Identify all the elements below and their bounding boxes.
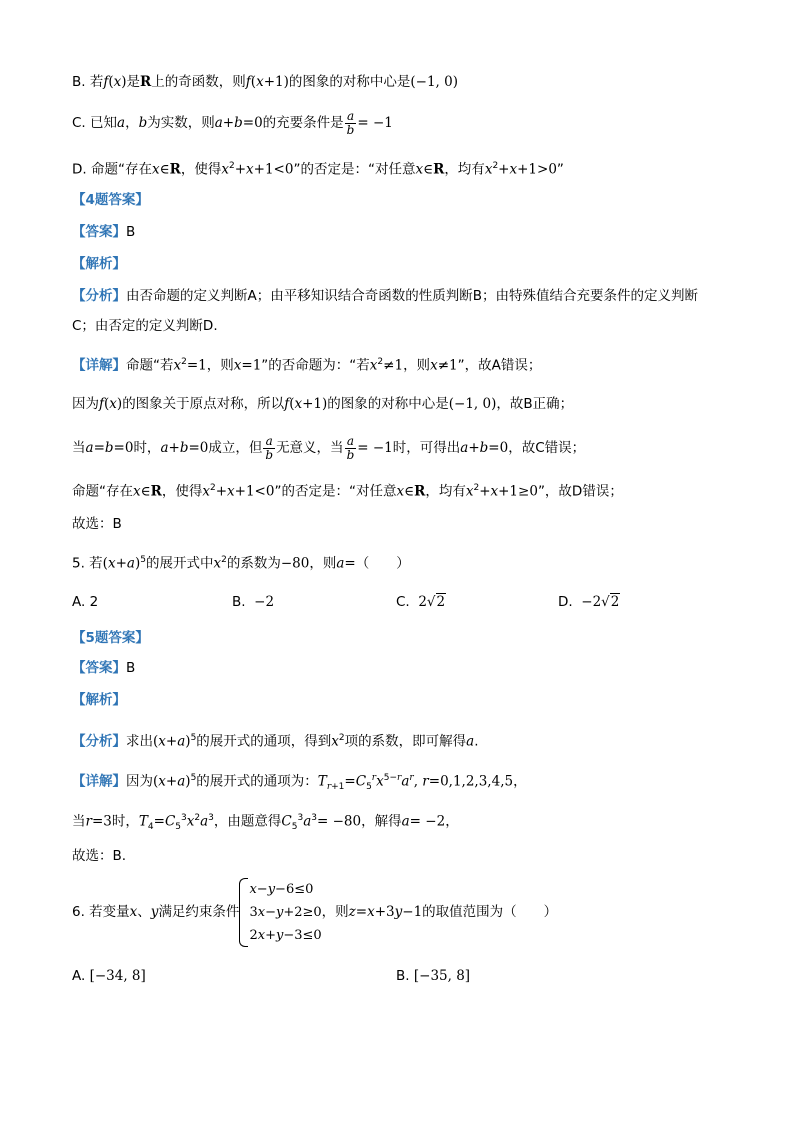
q4-fenxi-1: 【分析】由否命题的定义判断A；由平移知识结合奇函数的性质判断B；由特殊值结合充要条件的定义判断 [72,288,698,304]
q5-xiangjie-2: 当r=3时，$T_4=C_5^3x^2a^3$，由题意得$C_5^3a^3= -80$，解得a= −2， [72,813,459,833]
q4-fenxi-2: C；由否定的定义判断D. [72,318,218,334]
q5-analysis-tag: 【解析】 [72,692,126,708]
q5-option-b: B. −2 [232,594,275,610]
q5-option-c: C. 2√2 [396,594,446,610]
q6-option-a: A. [−34, 8] [72,968,146,984]
q5-choose: 故选：B. [72,848,127,864]
q6-stem: 6. 若变量x、y满足约束条件 x−y−6≤0 3x−y+2≥0 2x+y−3≤0 ，则z=x+3y−1的取值范围为（ ） [72,874,557,950]
q5-xiangjie-1: 【详解】因为$(x+a)^5$的展开式的通项为：$T_{r+1}=C_5^rx^{5-r}a^r$, r=0,1,2,3,4,5， [72,773,527,793]
q4-option-d: D. 命题“存在x∈R，使得$x^2+x+1<0$”的否定是：“对任意x∈R，均有$x^2+x+1>0$” [72,161,564,178]
q4-option-c: C. 已知a，b为实数，则a+b=0的充要条件是 $\frac{a}{b}$ = −1 [72,108,393,137]
q4-xiangjie-3: 当a=b=0时，a+b=0成立，但 $\frac{a}{b}$ 无意义，当 $\frac{a}{b}$ = −1时，可得出a+b=0，故C错误； [72,433,586,462]
constraint-system: x−y−6≤0 3x−y+2≥0 2x+y−3≤0 [239,878,321,947]
q4-choose: 故选：B [72,516,122,532]
q5-stem: 5. 若$(x+a)^5$的展开式中$x^2$的系数为−80，则a=（ ） [72,555,410,572]
q4-analysis-tag: 【解析】 [72,256,126,272]
q4-xiangjie-4: 命题“存在x∈R，使得$x^2+x+1<0$”的否定是：“对任意x∈R，均有$x^2+x+1\ge 0$”，故D错误； [72,483,623,500]
q5-answer: 【答案】B [72,660,136,676]
q4-answer-tag: 【4题答案】 [72,192,149,208]
q5-fenxi: 【分析】求出$(x+a)^5$的展开式的通项，得到$x^2$项的系数，即可解得a. [72,733,479,750]
q6-option-b: B. [−35, 8] [396,968,471,984]
q4-option-b: B. 若f(x)是R上的奇函数，则f(x+1)的图象的对称中心是(−1, 0) [72,74,458,90]
q5-option-a: A. 2 [72,594,99,610]
q5-answer-tag: 【5题答案】 [72,630,149,646]
q4-xiangjie-1: 【详解】命题“若$x^2=1$，则x=1”的否命题为：“若$x^2\ne 1$，则x≠1”，故A错误； [72,357,542,374]
q5-option-d: D. −2√2 [558,594,620,610]
q4-xiangjie-2: 因为f(x)的图象关于原点对称，所以f(x+1)的图象的对称中心是(−1, 0)，故B正确； [72,396,574,412]
q4-answer: 【答案】B [72,224,136,240]
